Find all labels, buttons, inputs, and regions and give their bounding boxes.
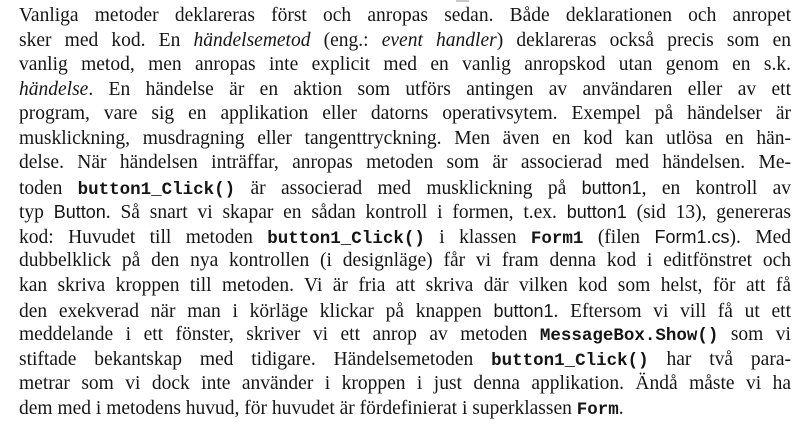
text-line <box>19 249 791 274</box>
body-text-run: är associerad med musklickning på <box>235 177 582 199</box>
body-text-run: metrar som vi dock inte använder i kroppen i just denna applikation. Ändå måste vi ha <box>19 373 791 395</box>
body-text-run: Vanliga metoder deklareras först och anropas sedan. Både deklarationen och anropet <box>19 5 791 26</box>
body-text-run: . <box>618 397 624 419</box>
body-text-run: har två para- <box>648 348 791 370</box>
body-text-run: kan skriva kroppen till metoden. Vi är fria att skriva där vilken kod som helst, för att få <box>19 275 791 297</box>
text-line <box>19 299 791 324</box>
code-identifier: button1_Click() <box>77 179 236 200</box>
italic-term: händelsemetod <box>193 29 311 51</box>
text-line <box>19 348 791 373</box>
body-text-run: dem med i metodens huvud, för huvudet är fördefinierat i superklassen <box>19 397 577 419</box>
body-text-run: (sid 13), genereras <box>626 202 791 224</box>
code-identifier: Form <box>576 399 619 420</box>
body-text-run: . En händelse är en aktion som utförs antingen av användaren eller av ett <box>88 78 791 100</box>
ui-control-name: button1 <box>581 177 642 198</box>
ui-control-name: button1 <box>493 300 554 321</box>
text-line <box>19 200 791 225</box>
text-line <box>19 102 791 127</box>
ui-control-name: Form1.cs <box>654 226 730 247</box>
code-identifier: MessageBox.Show() <box>539 326 719 347</box>
italic-term: event handler <box>381 29 497 51</box>
body-text-run: (eng.: <box>310 29 382 51</box>
body-text-run: vanlig metod, men anropas inte explicit med en vanlig anropskod utan genom en s.k. <box>19 54 791 76</box>
scan-artifact-mark <box>456 0 469 2</box>
ui-control-name: Button <box>53 202 106 223</box>
body-text-run: typ <box>19 202 54 224</box>
body-text-run: program, vare sig en applikation eller datorns operativsytem. Exempel på händelser är <box>19 103 791 125</box>
text-line <box>19 323 791 348</box>
body-text-run: . Så snart vi skapar en sådan kontroll i formen, t.ex. <box>105 202 567 224</box>
body-text-run: delse. När händelsen inträffar, anropas metoden som är associerad med händelsen. Me- <box>19 152 791 174</box>
body-text-run: (filen <box>583 226 655 248</box>
text-line <box>19 274 791 299</box>
text-line <box>19 397 791 422</box>
text-line <box>19 4 791 29</box>
body-text-run: som vi <box>718 324 791 346</box>
body-text-run: sker med kod. En <box>19 29 194 51</box>
text-line <box>19 53 791 78</box>
ui-control-name: button1 <box>566 202 627 223</box>
text-line <box>19 151 791 176</box>
text-line <box>19 127 791 152</box>
code-identifier: button1_Click() <box>491 350 649 371</box>
code-identifier: button1_Click() <box>267 228 425 249</box>
body-text-run: meddelande i ett fönster, skriver vi ett anrop av metoden <box>19 324 540 346</box>
paragraph <box>19 4 791 421</box>
body-text-run: stiftade bekantskap med tidigare. Händelsemetoden <box>19 348 492 370</box>
body-text-run: den exekverad när man i körläge klickar på knappen <box>19 300 494 322</box>
body-text-run: toden <box>19 177 78 199</box>
body-text-run: , en kontroll av <box>641 177 791 199</box>
body-text-run: i klassen <box>424 226 531 248</box>
body-text-run: ). Med <box>729 226 792 248</box>
text-line <box>19 225 791 250</box>
body-text-run: . Eftersom vi vill få ut ett <box>553 300 791 322</box>
body-text-run: kod: Huvudet till metoden <box>19 226 268 248</box>
body-text-run: musklickning, musdragning eller tangenttryckning. Men även en kod kan utlösa en hän- <box>19 127 791 149</box>
body-text-run: ) deklareras också precis som en <box>496 29 791 51</box>
code-identifier: Form1 <box>530 228 584 249</box>
italic-term: händelse <box>19 78 89 100</box>
text-line <box>19 29 791 54</box>
text-line <box>19 78 791 103</box>
text-line <box>19 372 791 397</box>
text-line <box>19 176 791 201</box>
body-text-run: dubbelklick på den nya kontrollen (i designläge) får vi fram denna kod i editfönstret och <box>19 250 791 272</box>
